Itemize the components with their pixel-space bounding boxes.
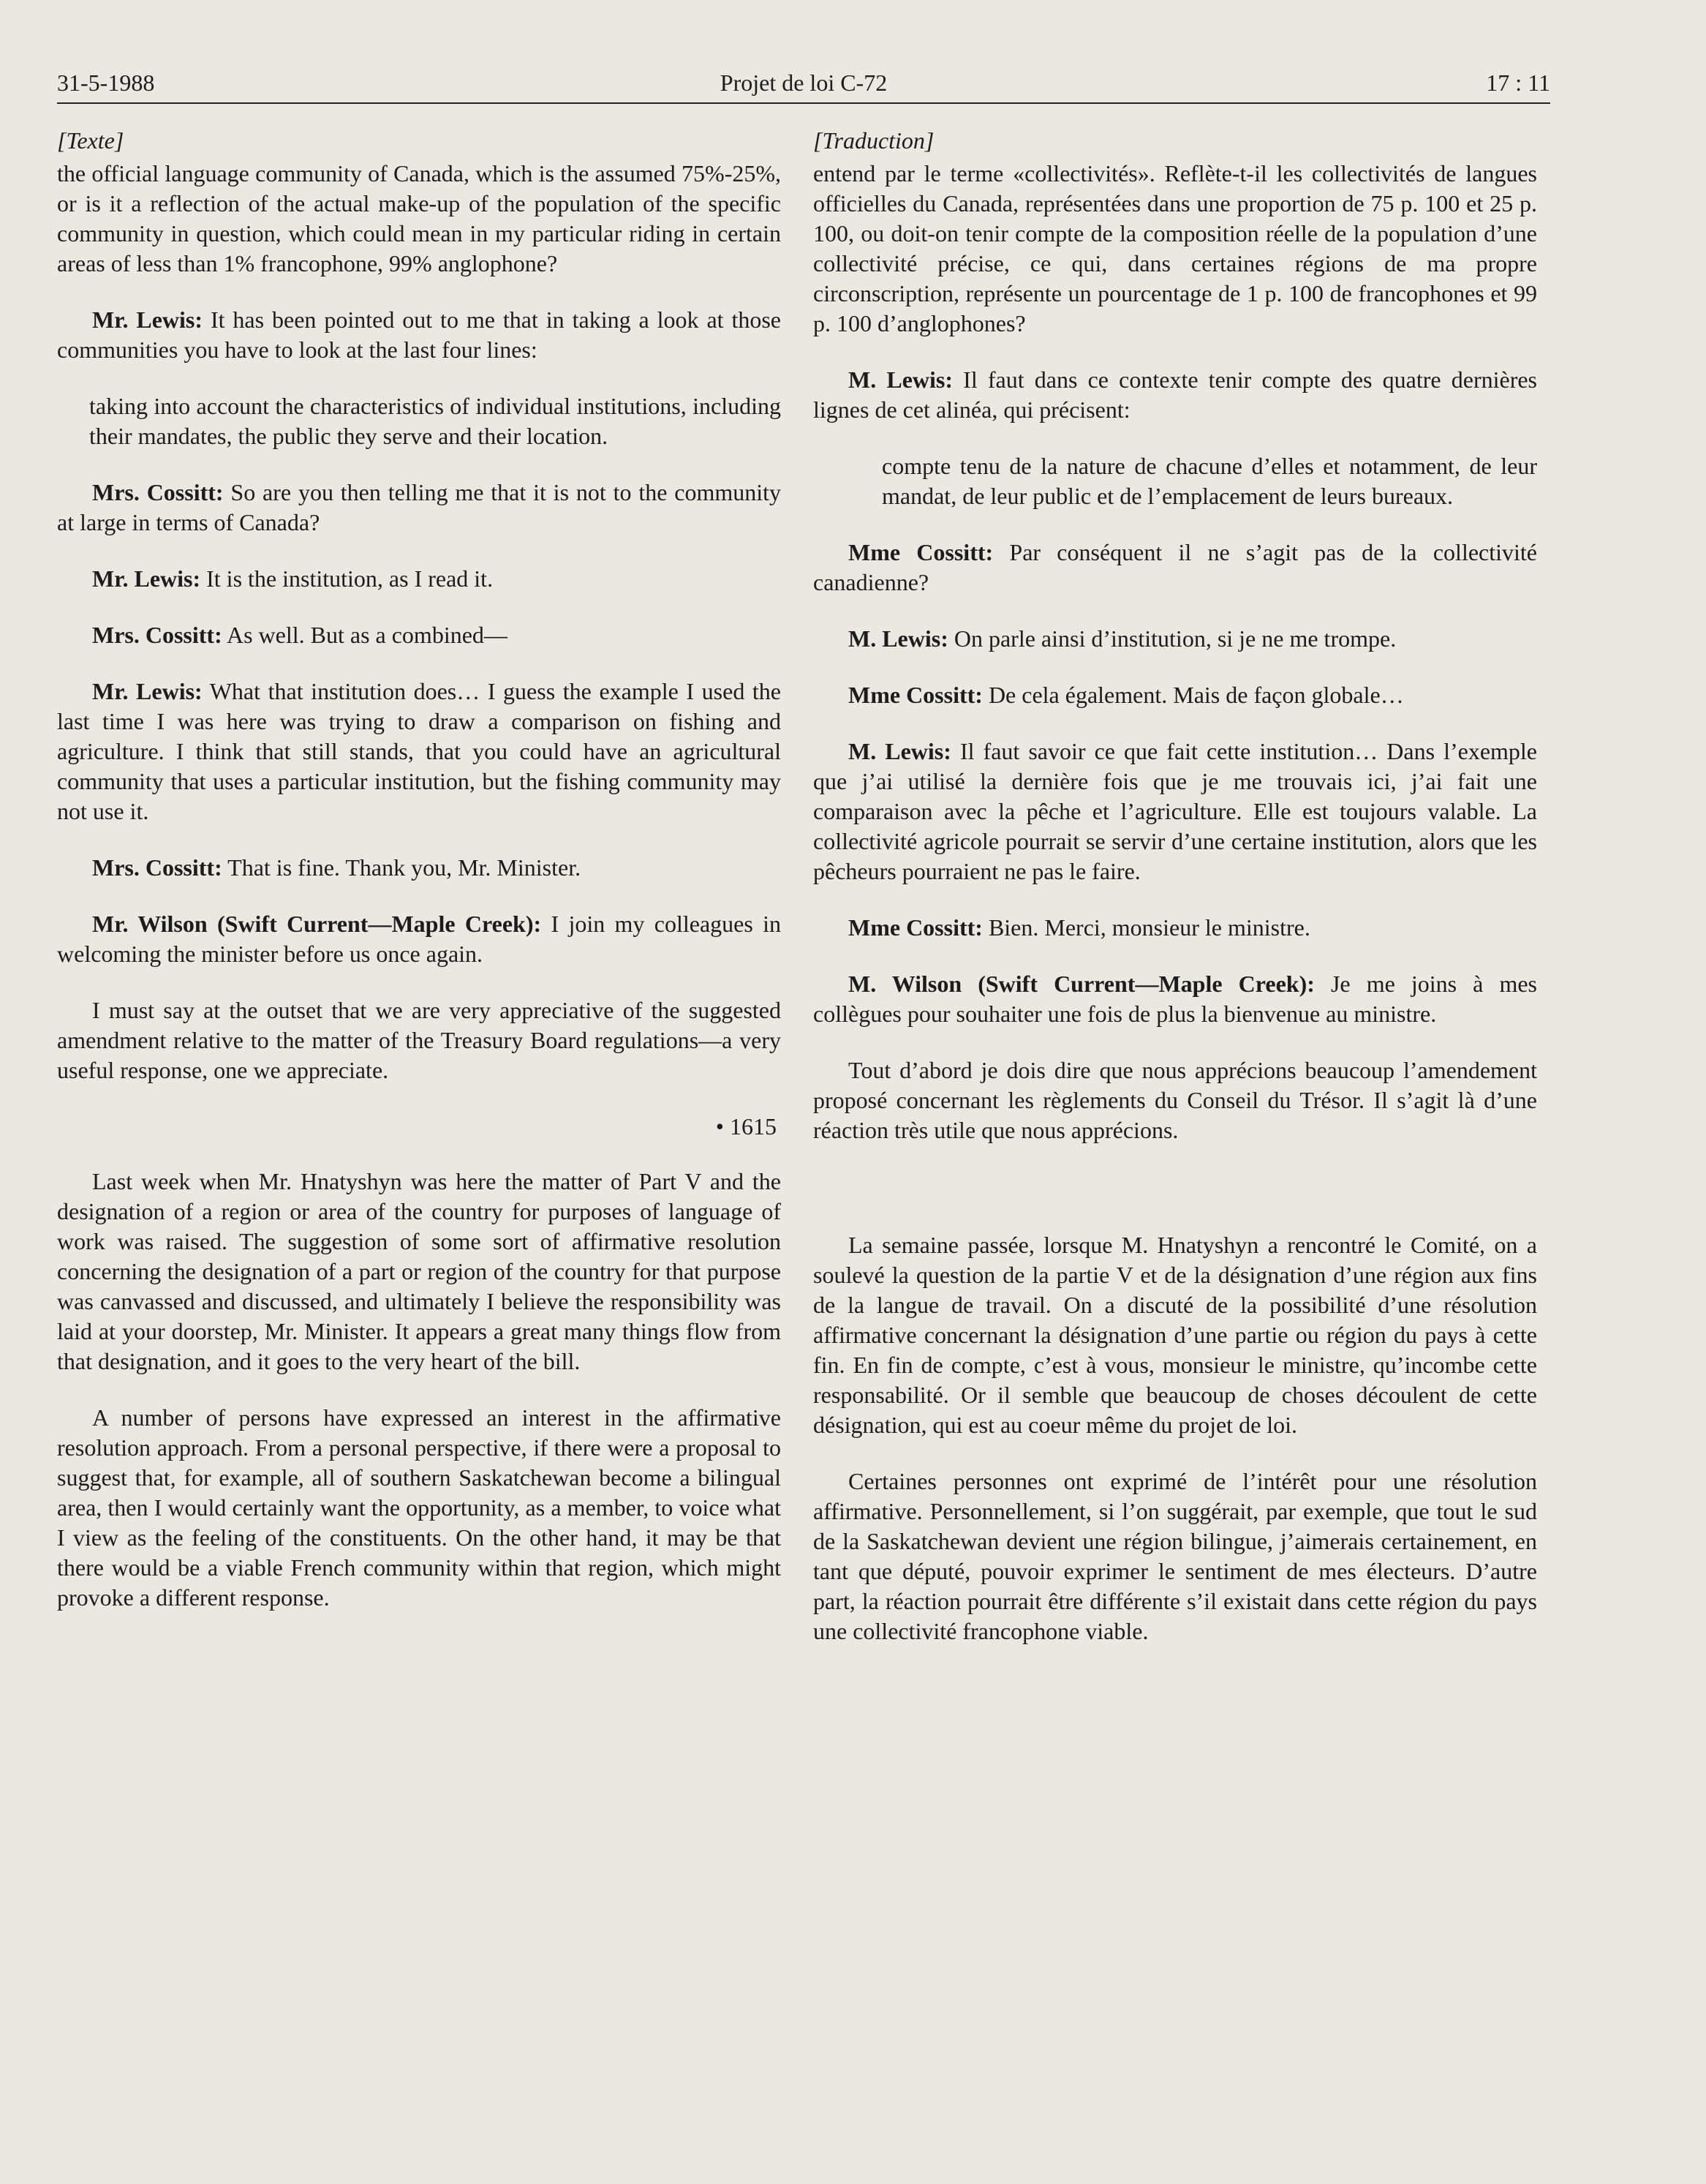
speaker-name: Mr. Lewis:: [92, 306, 203, 333]
paragraph: [57, 677, 781, 826]
speaker-name: Mrs. Cossitt:: [92, 622, 222, 648]
paragraph: [57, 564, 781, 594]
paragraph: A number of persons have expressed an interest in the affirmative resolution approach. From a personal perspective, if there were a proposal to suggest that, for example, all of southern Saskatchewan become a bilingual area, then I would certainly want the opportunity, as a member, to voice what I view as the feeling of the constituents. On the other hand, it may be that there would be a viable French community within that region, which might provoke a different response.: [57, 1404, 781, 1611]
speech-text: I join my colleagues in welcoming the minister before us once again.: [57, 911, 782, 967]
paragraph: [57, 305, 781, 365]
speech-text: It has been pointed out to me that in taking a look at those communities you have to look at the last four lines:: [57, 306, 782, 363]
page-header: [57, 64, 1550, 101]
paragraph: [57, 853, 781, 883]
speaker-name: Mr. Lewis:: [92, 565, 201, 592]
column-spacer: [813, 1172, 1537, 1230]
speech-text: On parle ainsi d’institution, si je ne me trompe.: [948, 625, 1397, 652]
speaker-name: M. Lewis:: [848, 366, 954, 393]
column-tag-french: [Traduction]: [813, 127, 935, 154]
paragraph: the official language community of Canada, which is the assumed 75%-25%, or is it a reflection of the actual make-up of the population of the specific community in question, which could mean in my particular riding in certain areas of less than 1% francophone, 99% anglophone?: [57, 160, 781, 276]
speech-text: That is fine. Thank you, Mr. Minister.: [222, 854, 581, 881]
speech-text: Par conséquent il ne s’agit pas de la collectivité canadienne?: [813, 539, 1538, 595]
speech-text: Bien. Merci, monsieur le ministre.: [982, 914, 1310, 941]
paragraph: Last week when Mr. Hnatyshyn was here the matter of Part V and the designation of a region or area of the country for purposes of language of work was raised. The suggestion of some sort of affirmative resolution concerning the designation of a part or region of the country for that purpose was canvassed and discussed, and ultimately I believe the responsibility was laid at your doorstep, Mr. Minister. It appears a great many things flow from that designation, and it goes to the very heart of the bill.: [57, 1168, 781, 1374]
speech-text: So are you then telling me that it is not to the community at large in terms of Canada?: [57, 479, 782, 535]
paragraph: [813, 624, 1537, 654]
time-marker: • 1615: [715, 1113, 777, 1140]
paragraph: Tout d’abord je dois dire que nous apprécions beaucoup l’amendement proposé concernant les règlements du Conseil du Trésor. Il s’agit là d’une réaction très utile que nous apprécions.: [813, 1057, 1537, 1143]
paragraph: [813, 365, 1537, 425]
paragraph: Certaines personnes ont exprimé de l’intérêt pour une résolution affirmative. Personnellement, si l’on suggérait, par exemple, que tout le sud de la Saskatchewan devient une région bilingue, j’aimerais certainement, en tant que député, pouvoir exprimer le sentiment de mes électeurs. D’autre part, la réaction pourrait être différente s’il existait dans cette région du pays une collectivité francophone viable.: [813, 1468, 1537, 1644]
paragraph: [57, 909, 781, 969]
speaker-name: Mme Cossitt:: [848, 539, 994, 565]
english-column: [57, 126, 781, 1639]
speaker-name: Mr. Lewis:: [92, 678, 203, 704]
paragraph: [813, 969, 1537, 1029]
speaker-name: Mrs. Cossitt:: [92, 854, 222, 881]
speech-text: It is the institution, as I read it.: [200, 565, 494, 592]
paragraph: [813, 737, 1537, 886]
paragraph: I must say at the outset that we are very appreciative of the suggested amendment relative to the matter of the Treasury Board regulations—a very useful response, one we appreciate.: [57, 997, 781, 1083]
speech-text: De cela également. Mais de façon globale…: [982, 682, 1404, 708]
speech-text: Il faut savoir ce que fait cette institution… Dans l’exemple que j’ai utilisé la dernière fois que je me trouvais ici, j’ai fait une comparaison avec la pêche et l’agriculture. Elle est toujours valable. La collectivité agricole pourrait se servir d’une certaine institution, alors que les pêcheurs pourraient ne pas le faire.: [813, 738, 1538, 884]
speech-text: Il faut dans ce contexte tenir compte des quatre dernières lignes de cet alinéa, qui précisent:: [813, 366, 1538, 423]
quoted-clause: compte tenu de la nature de chacune d’elles et notamment, de leur mandat, de leur public et de l’emplacement de leurs bureaux.: [882, 453, 1537, 509]
paragraph: La semaine passée, lorsque M. Hnatyshyn a rencontré le Comité, on a soulevé la question de la partie V et de la désignation d’une région aux fins de la langue de travail. On a discuté de la possibilité d’une résolution affirmative concernant la désignation d’une partie ou région du pays à cette fin. En fin de compte, c’est à vous, monsieur le ministre, qu’incombe cette responsabilité. Or il semble que beaucoup de choses découlent de cette désignation, qui est au coeur même du projet de loi.: [813, 1232, 1537, 1438]
paragraph: [813, 680, 1537, 710]
header-title: Projet de loi C-72: [720, 69, 888, 96]
header-date: 31-5-1988: [57, 69, 155, 96]
speech-text: What that institution does… I guess the example I used the last time I was here was trying to draw a comparison on fishing and agriculture. I think that still stands, that you could have an agricultural community that uses a particular institution, but the fishing community may not use it.: [57, 678, 782, 824]
header-page-number: 17 : 11: [1486, 69, 1550, 96]
paragraph: [813, 538, 1537, 598]
paragraph: [57, 478, 781, 538]
paragraph: [57, 620, 781, 650]
column-tag-english: [Texte]: [57, 127, 124, 154]
speaker-name: Mr. Wilson (Swift Current—Maple Creek):: [92, 911, 542, 937]
paragraph: [813, 913, 1537, 943]
header-rule: [57, 102, 1550, 104]
speech-text: As well. But as a combined—: [222, 622, 507, 648]
speech-text: Je me joins à mes collègues pour souhaiter une fois de plus la bienvenue au ministre.: [813, 971, 1538, 1027]
speaker-name: M. Lewis:: [848, 625, 948, 652]
speaker-name: Mme Cossitt:: [848, 914, 983, 941]
paragraph: entend par le terme «collectivités». Reflète-t-il les collectivités de langues officielles du Canada, représentées dans une proportion de 75 p. 100 et 25 p. 100, ou doit-on tenir compte de la composition réelle de la population d’une collectivité précise, ce qui, dans certaines régions de ma propre circonscription, représente un pourcentage de 1 p. 100 de francophones et 99 p. 100 d’anglophones?: [813, 160, 1537, 336]
french-column: [813, 126, 1537, 1673]
speaker-name: M. Lewis:: [848, 738, 951, 764]
speaker-name: Mrs. Cossitt:: [92, 479, 224, 505]
speaker-name: M. Wilson (Swift Current—Maple Creek):: [848, 971, 1315, 997]
quoted-clause: taking into account the characteristics of individual institutions, including their mandates, the public they serve and their location.: [89, 393, 781, 449]
speaker-name: Mme Cossitt:: [848, 682, 983, 708]
